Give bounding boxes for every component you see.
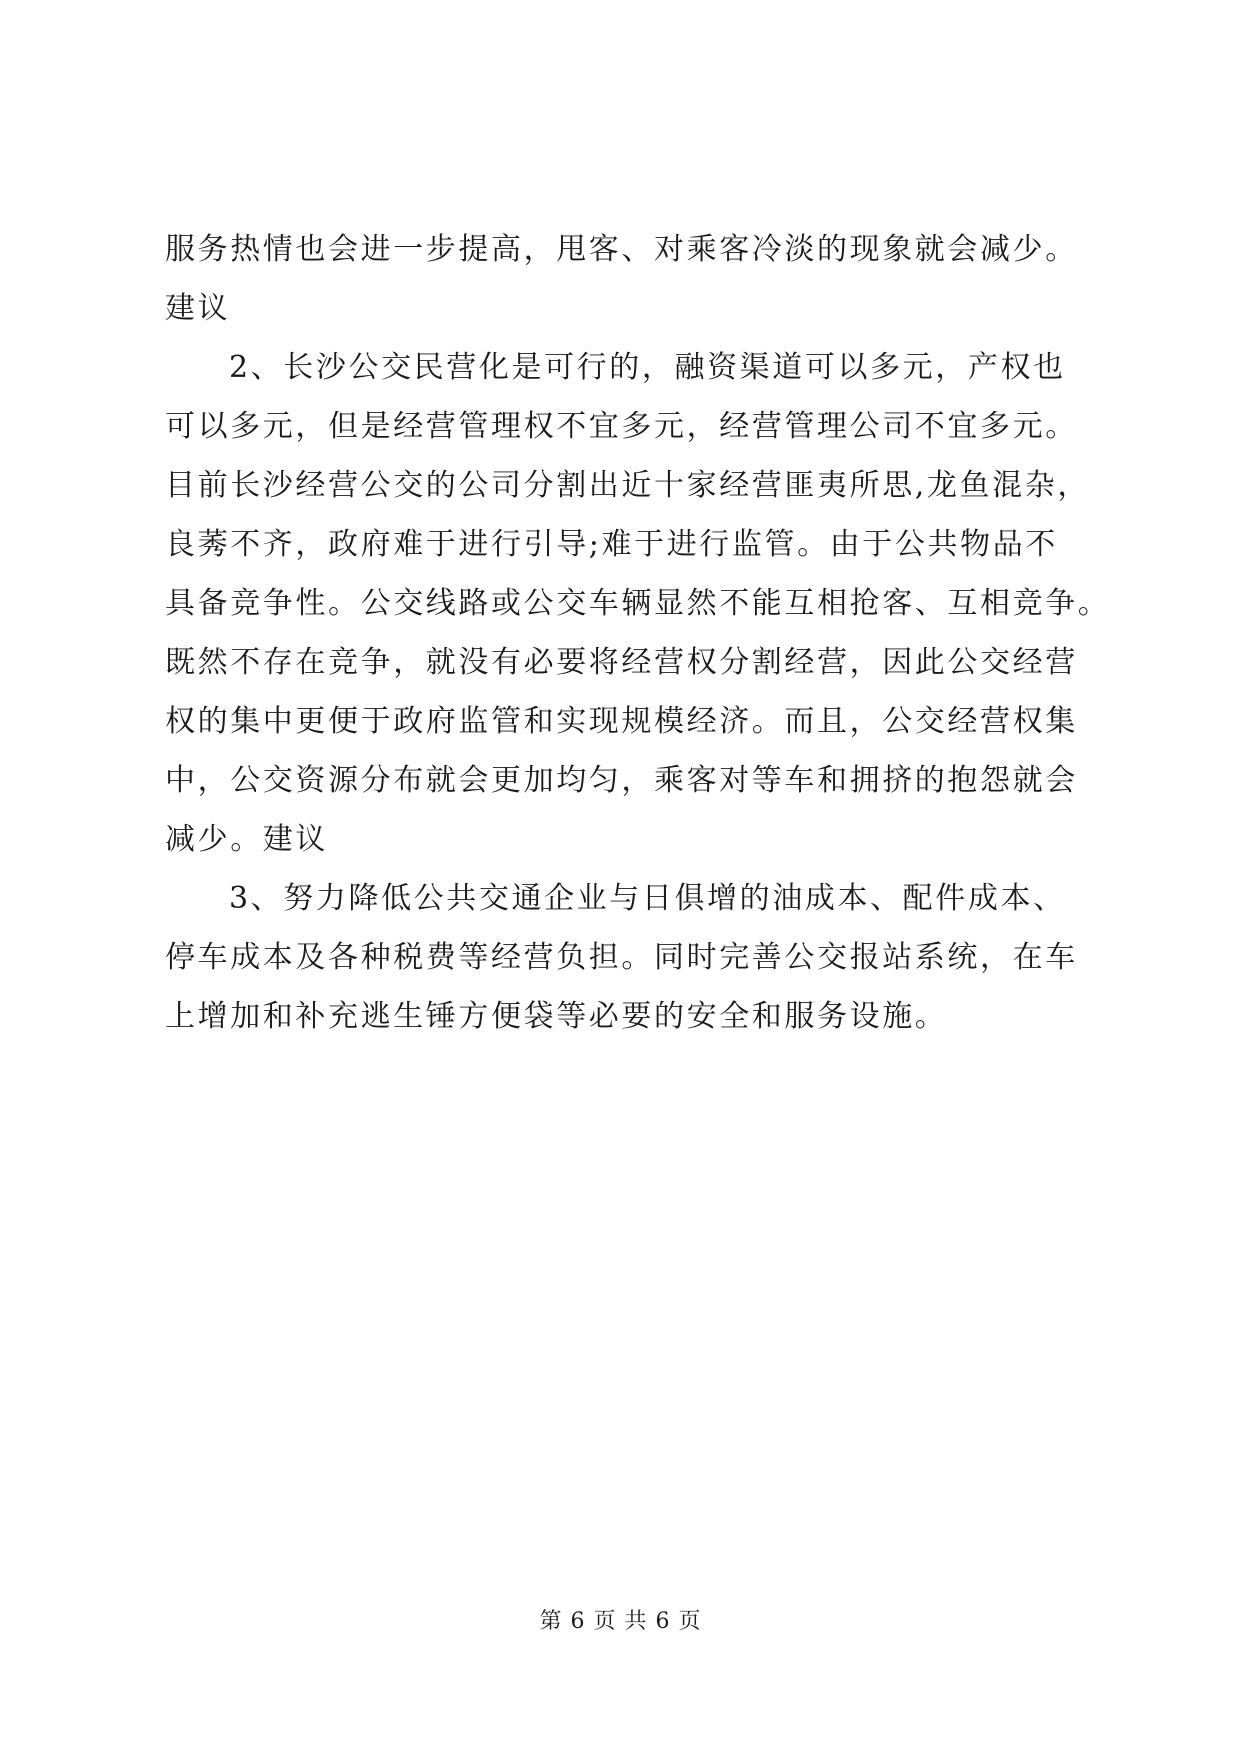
text-line: 目前长沙经营公交的公司分割出近十家经营匪夷所思,龙鱼混杂， bbox=[165, 468, 1090, 503]
text-line: 停车成本及各种税费等经营负担。同时完善公交报站系统，在车 bbox=[165, 940, 1078, 975]
text-line: 良莠不齐，政府难于进行引导;难于进行监管。由于公共物品不 bbox=[165, 527, 1058, 562]
text-line: 既然不存在竞争，就没有必要将经营权分割经营，因此公交经营 bbox=[165, 645, 1078, 680]
text-line: 建议 bbox=[165, 291, 231, 326]
text-line: 服务热情也会进一步提高，甩客、对乘客冷淡的现象就会减少。 bbox=[165, 232, 1078, 267]
text-line: 中，公交资源分布就会更加均匀，乘客对等车和拥挤的抱怨就会 bbox=[165, 763, 1078, 798]
body-text bbox=[165, 220, 1111, 1046]
paragraph-start-line: 3、努力降低公共交通企业与日俱增的油成本、配件成本、 bbox=[229, 881, 1066, 916]
text-line: 减少。建议 bbox=[165, 822, 328, 857]
text-line: 具备竞争性。公交线路或公交车辆显然不能互相抢客、互相竞争。 bbox=[165, 586, 1111, 621]
page-number-footer: 第 6 页 共 6 页 bbox=[539, 1609, 702, 1634]
paragraph-start-line: 2、长沙公交民营化是可行的，融资渠道可以多元，产权也 bbox=[229, 350, 1066, 385]
text-line: 权的集中更便于政府监管和实现规模经济。而且，公交经营权集 bbox=[165, 704, 1078, 739]
text-line: 上增加和补充逃生锤方便袋等必要的安全和服务设施。 bbox=[165, 999, 948, 1034]
text-line: 可以多元，但是经营管理权不宜多元，经营管理公司不宜多元。 bbox=[165, 409, 1078, 444]
